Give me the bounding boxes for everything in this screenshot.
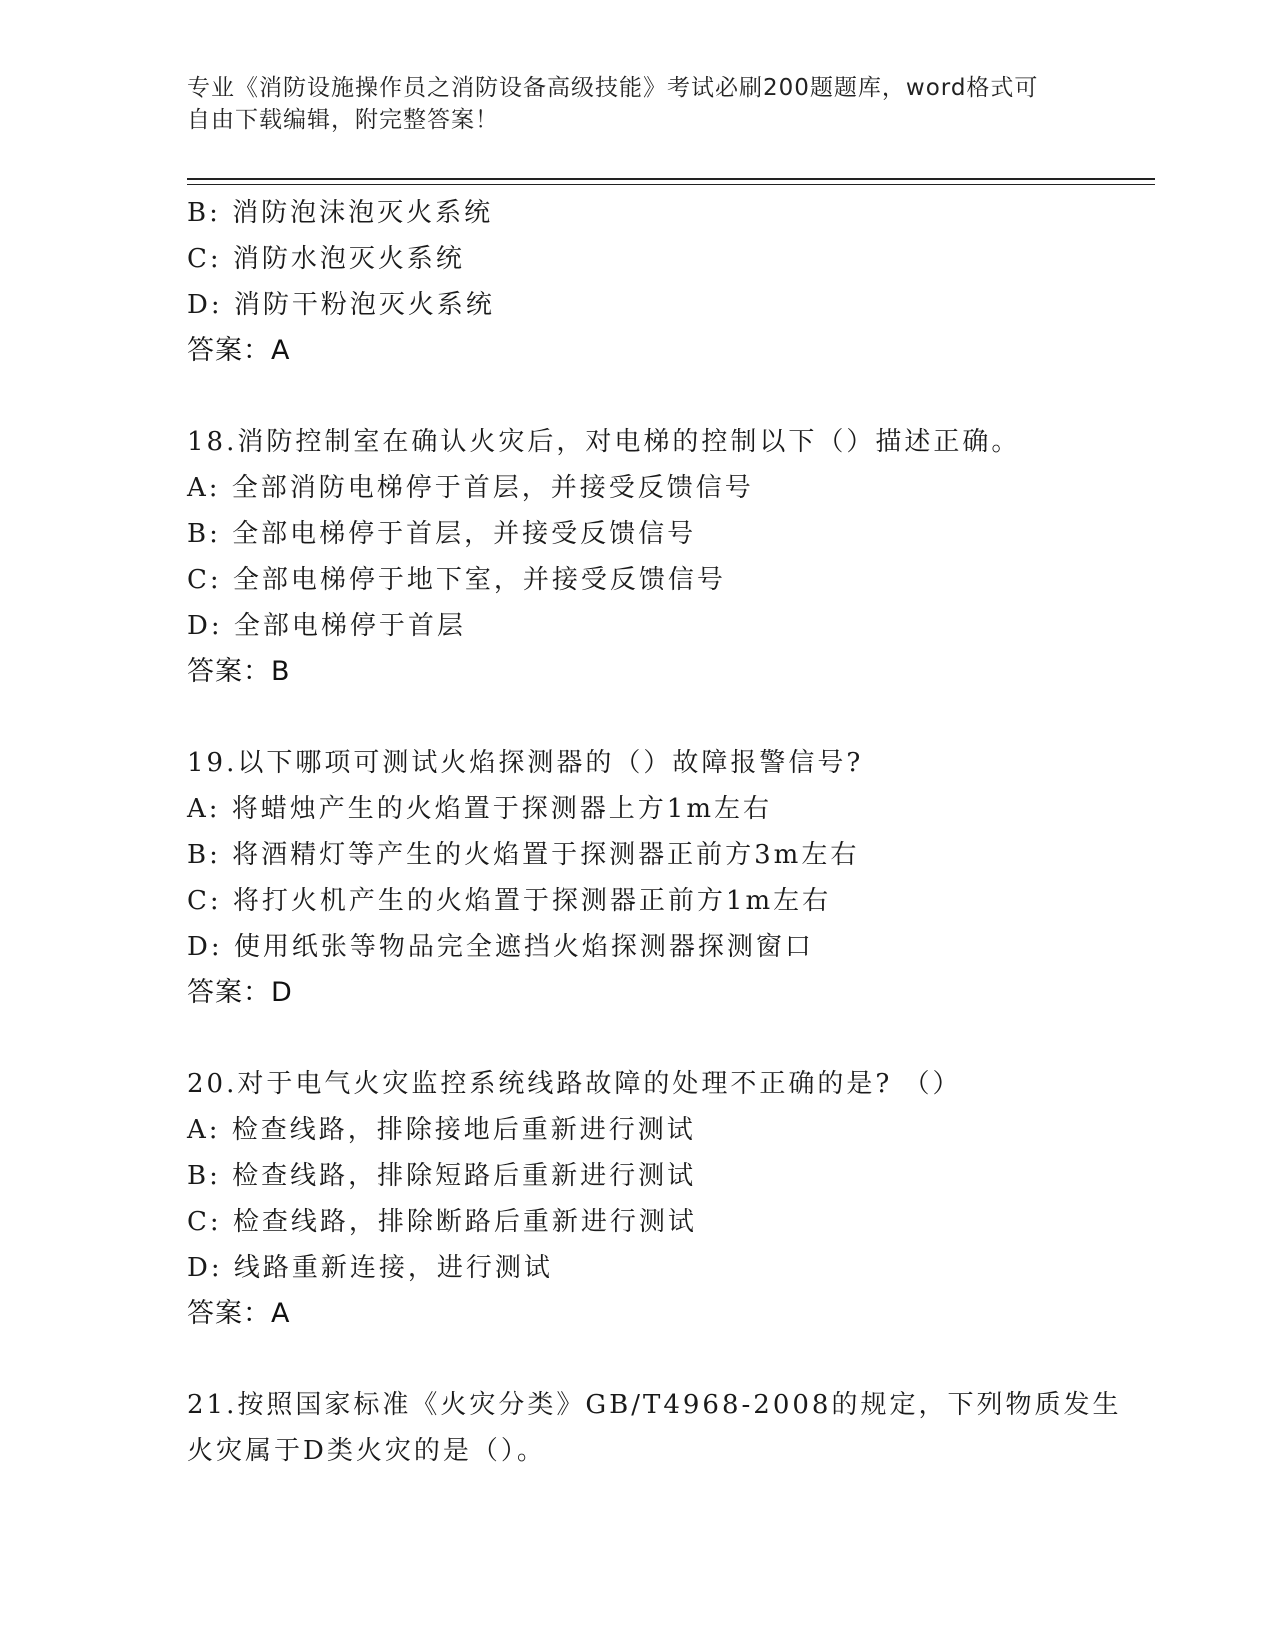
question-21	[187, 1382, 1122, 1474]
q20-option-b: B: 检查线路，排除短路后重新进行测试	[187, 1161, 697, 1191]
q19-option-d: D: 使用纸张等物品完全遮挡火焰探测器探测窗口	[187, 932, 814, 962]
q17-option-d: D: 消防干粉泡灭火系统	[187, 290, 495, 320]
header-divider-thick	[187, 178, 1155, 180]
q18-option-c: C: 全部电梯停于地下室，并接受反馈信号	[187, 565, 726, 595]
q21-stem-line-1: 21.按照国家标准《火灾分类》GB/T4968-2008的规定，下列物质发生	[187, 1390, 1122, 1420]
q19-option-b: B: 将酒精灯等产生的火焰置于探测器正前方3m左右	[187, 840, 860, 870]
spacer	[187, 695, 1087, 740]
question-17	[187, 190, 1087, 374]
header-line-2: 自由下载编辑，附完整答案！	[187, 107, 499, 133]
q20-option-a: A: 检查线路，排除接地后重新进行测试	[187, 1115, 696, 1145]
q19-option-c: C: 将打火机产生的火焰置于探测器正前方1m左右	[187, 886, 832, 916]
q21-stem-line-2: 火灾属于D类火灾的是（）。	[187, 1436, 546, 1466]
q18-answer: 答案：B	[187, 656, 291, 687]
q20-stem: 20.对于电气火灾监控系统线路故障的处理不正确的是? （）	[187, 1069, 962, 1099]
q18-stem: 18.消防控制室在确认火灾后，对电梯的控制以下（）描述正确。	[187, 427, 1021, 457]
q20-option-c: C: 检查线路，排除断路后重新进行测试	[187, 1207, 697, 1237]
q17-option-c: C: 消防水泡灭火系统	[187, 244, 465, 274]
document-header	[187, 72, 1067, 136]
q20-answer: 答案：A	[187, 1298, 291, 1329]
spacer	[187, 374, 1087, 419]
q17-option-b: B: 消防泡沫泡灭火系统	[187, 198, 494, 228]
question-list	[187, 190, 1122, 1474]
q20-option-d: D: 线路重新连接，进行测试	[187, 1253, 553, 1283]
spacer	[187, 1016, 1087, 1061]
q18-option-d: D: 全部电梯停于首层	[187, 611, 466, 641]
question-20	[187, 1061, 1087, 1337]
q19-answer: 答案：D	[187, 977, 293, 1008]
q19-stem: 19.以下哪项可测试火焰探测器的（）故障报警信号?	[187, 748, 864, 778]
header-divider-thin	[187, 184, 1155, 185]
q19-option-a: A: 将蜡烛产生的火焰置于探测器上方1m左右	[187, 794, 772, 824]
q17-answer: 答案：A	[187, 335, 291, 366]
q18-option-b: B: 全部电梯停于首层，并接受反馈信号	[187, 519, 697, 549]
spacer	[187, 1337, 1087, 1382]
q18-option-a: A: 全部消防电梯停于首层，并接受反馈信号	[187, 473, 754, 503]
question-18	[187, 419, 1087, 695]
question-19	[187, 740, 1087, 1016]
header-line-1: 专业《消防设施操作员之消防设备高级技能》考试必刷200题题库，word格式可	[187, 75, 1039, 101]
